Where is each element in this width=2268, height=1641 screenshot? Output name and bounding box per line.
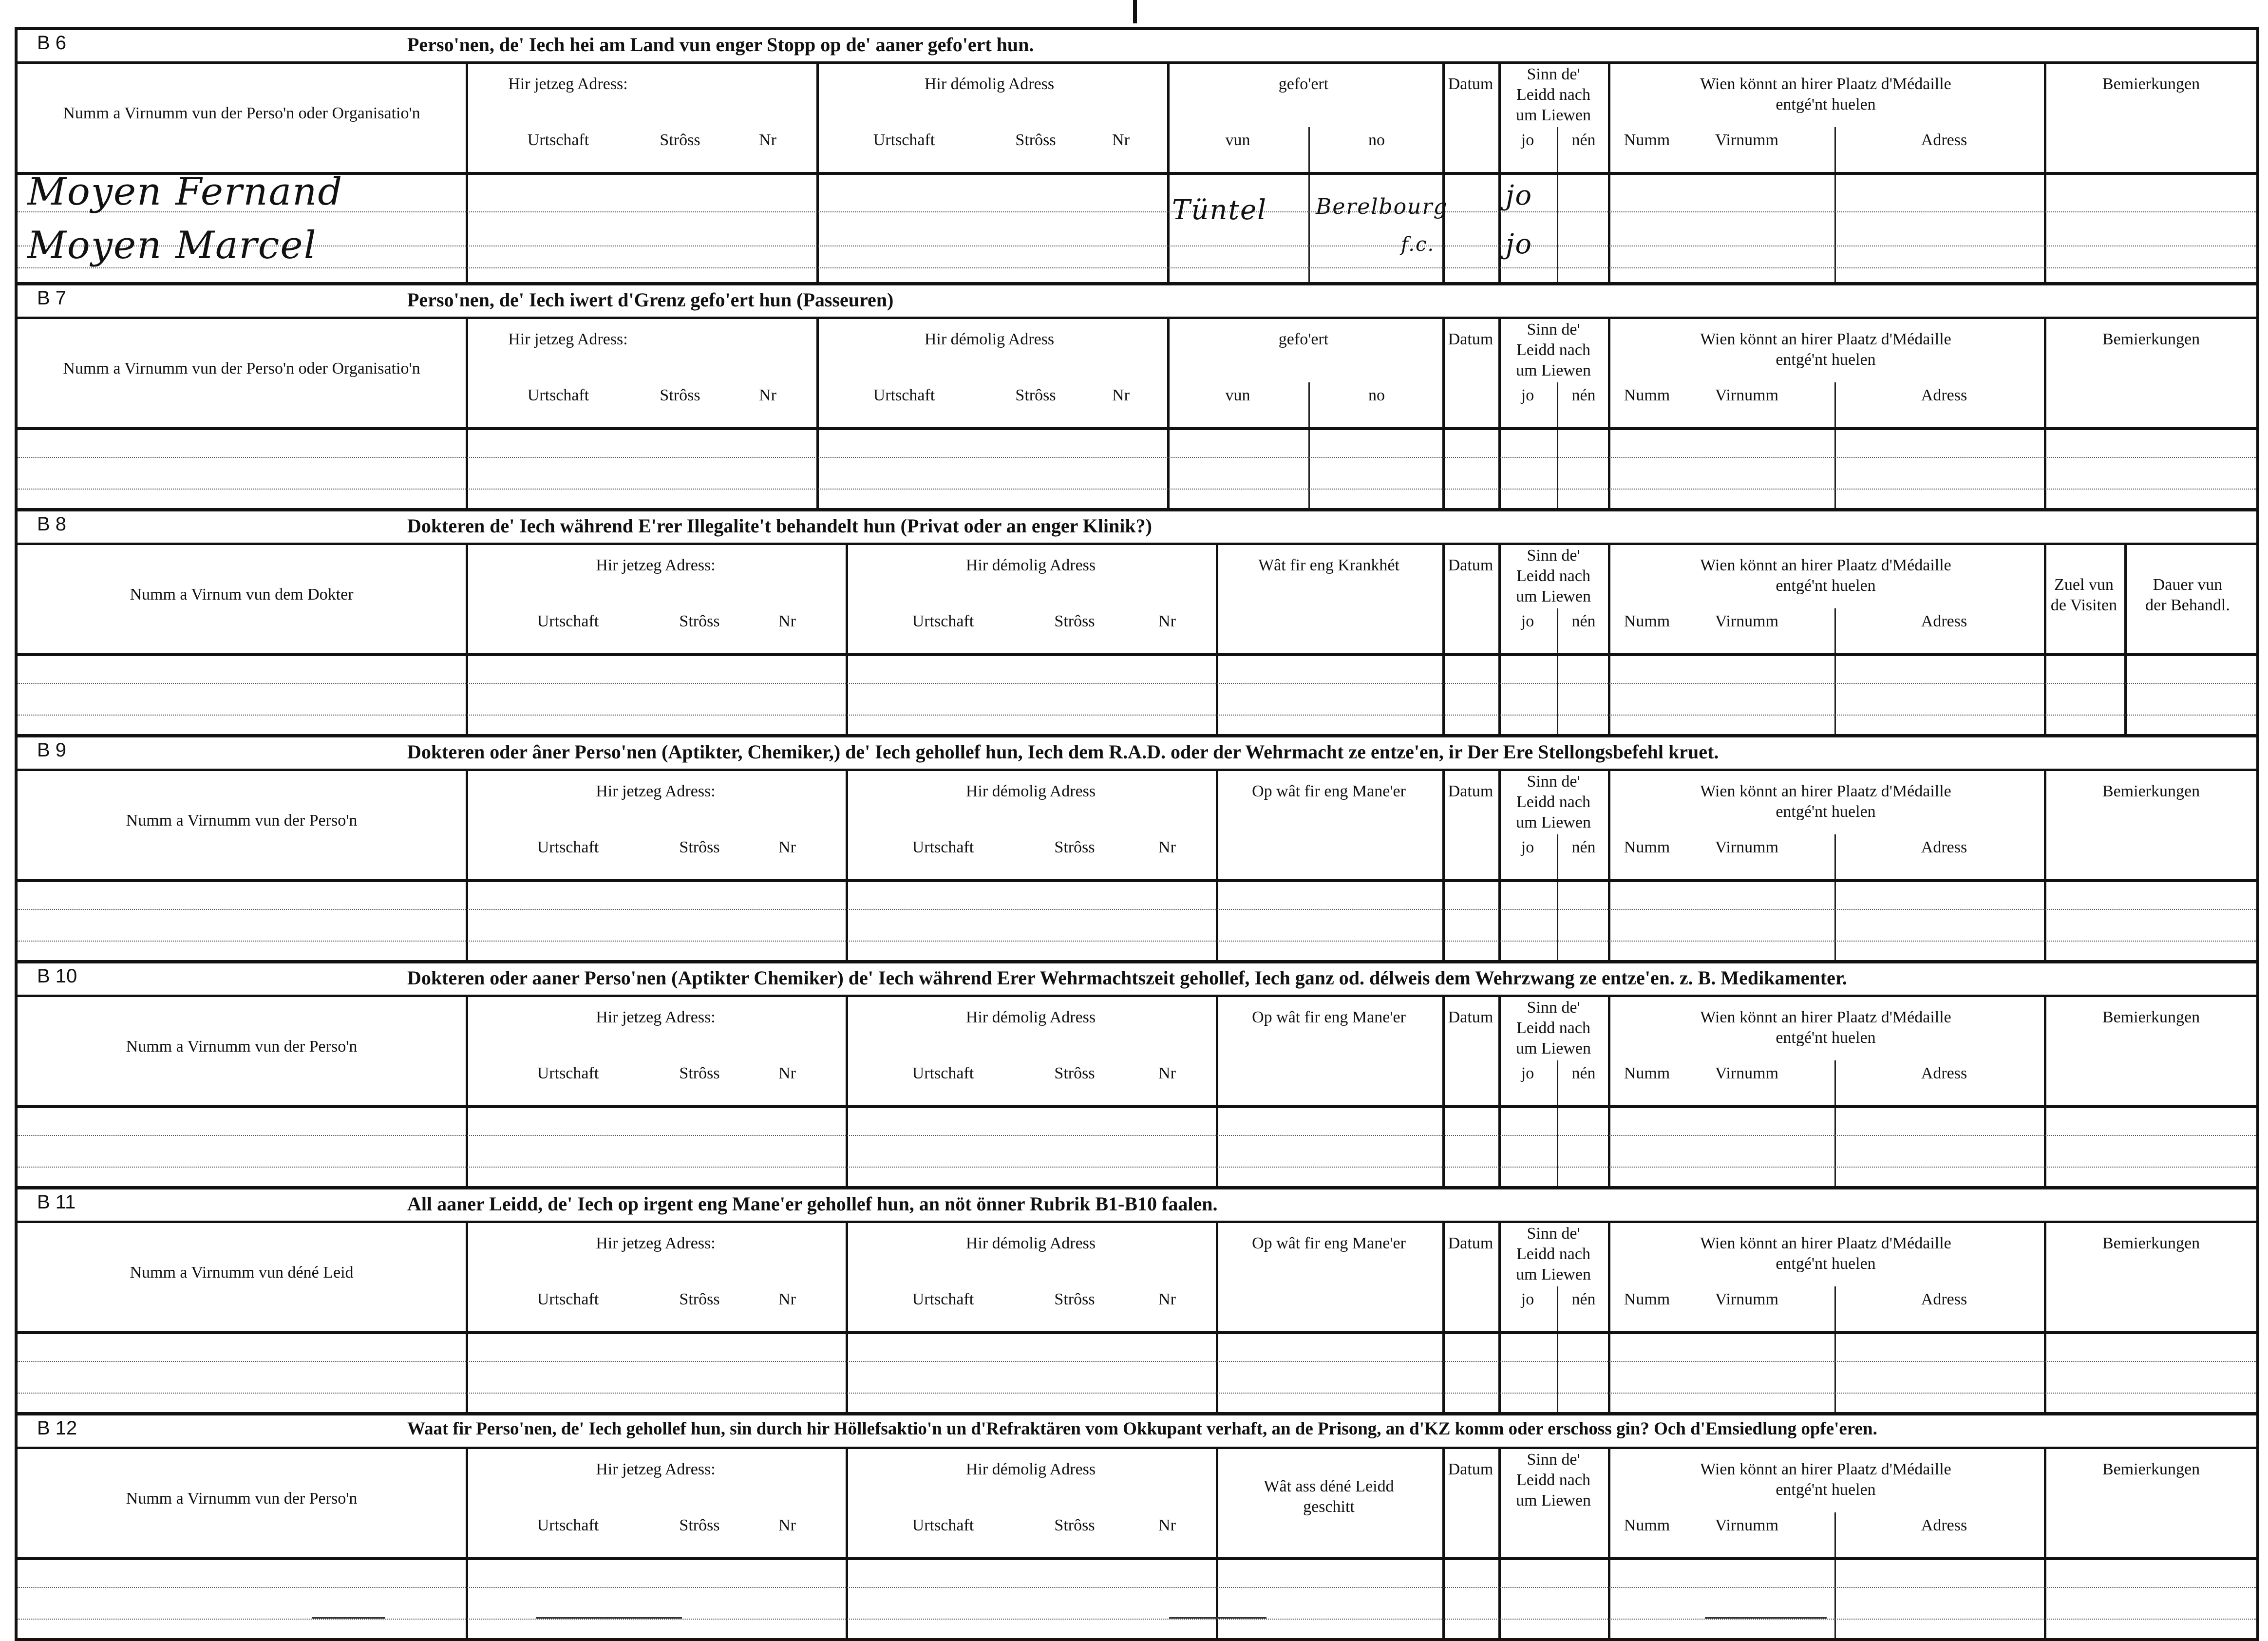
- locality-header: Urtschaft: [537, 612, 599, 630]
- date-header: Datum: [1448, 330, 1493, 348]
- medal-header-1: Wien könnt an hirer Plaatz d'Médaille: [1700, 1008, 1951, 1026]
- no-header: nén: [1571, 1064, 1596, 1082]
- locality-header: Urtschaft: [873, 131, 935, 149]
- street-header: Strôss: [660, 386, 700, 404]
- address-header: Adress: [1921, 612, 1967, 630]
- street-header: Strôss: [1054, 1516, 1095, 1534]
- no-header: nén: [1571, 1290, 1596, 1308]
- current-address-header: Hir jetzeg Adress:: [508, 75, 628, 93]
- life-risk-header-3: um Liewen: [1516, 1039, 1591, 1057]
- surname-header: Numm: [1624, 612, 1670, 630]
- remarks-header: Bemierkungen: [2102, 1008, 2200, 1026]
- life-risk-header-1: Sinn de': [1527, 773, 1580, 791]
- medal-header-1: Wien könnt an hirer Plaatz d'Médaille: [1700, 1460, 1951, 1478]
- medal-header-2: entgé'nt huelen: [1776, 351, 1876, 369]
- section-code: B 7: [37, 287, 67, 309]
- date-header: Datum: [1448, 1460, 1493, 1478]
- transported-header: gefo'ert: [1278, 75, 1329, 93]
- date-header: Datum: [1448, 1008, 1493, 1026]
- street-header: Strôss: [679, 1064, 720, 1082]
- number-header: Nr: [778, 1064, 796, 1082]
- column-header-row: [18, 1449, 2256, 1560]
- life-risk-header-1: Sinn de': [1527, 999, 1580, 1017]
- remarks-header: Bemierkungen: [2102, 75, 2200, 93]
- firstname-header: Virnumm: [1715, 131, 1779, 149]
- bottom-edge-mark: [1169, 1617, 1266, 1619]
- form-sheet: [15, 27, 2259, 1641]
- yes-header: jo: [1521, 612, 1534, 630]
- medal-header-2: entgé'nt huelen: [1776, 1255, 1876, 1273]
- street-header: Strôss: [679, 612, 720, 630]
- name-column-header: Numm a Virnumm vun der Perso'n: [126, 1490, 358, 1508]
- number-header: Nr: [1158, 838, 1176, 856]
- entry-rows: [18, 430, 2256, 508]
- date-header: Datum: [1448, 782, 1493, 800]
- life-risk-header-2: Leidd nach: [1516, 86, 1590, 104]
- section-code: B 11: [37, 1191, 76, 1213]
- date-header: Datum: [1448, 75, 1493, 93]
- medal-header-1: Wien könnt an hirer Plaatz d'Médaille: [1700, 556, 1951, 574]
- number-header: Nr: [1158, 612, 1176, 630]
- section-header: [18, 734, 2256, 771]
- life-risk-header-3: um Liewen: [1516, 1491, 1591, 1509]
- to-header: no: [1368, 131, 1385, 149]
- life-risk-header-1: Sinn de': [1527, 65, 1580, 83]
- current-address-header: Hir jetzeg Adress:: [596, 1460, 716, 1478]
- duration-header-1: Dauer vun: [2153, 576, 2223, 594]
- life-risk-header-1: Sinn de': [1527, 547, 1580, 565]
- section-b9: [15, 734, 2259, 960]
- address-header: Adress: [1921, 131, 1967, 149]
- life-risk-header-2: Leidd nach: [1516, 793, 1590, 811]
- yes-header: jo: [1521, 131, 1534, 149]
- address-header: Adress: [1921, 1064, 1967, 1082]
- to-header: no: [1368, 386, 1385, 404]
- former-address-header: Hir démolig Adress: [965, 1234, 1096, 1252]
- section-header: [18, 27, 2256, 64]
- section-header: [18, 282, 2256, 319]
- manner-header: Op wât fir eng Mane'er: [1252, 1008, 1406, 1026]
- medal-header-1: Wien könnt an hirer Plaatz d'Médaille: [1700, 782, 1951, 800]
- section-title: Perso'nen, de' Iech hei am Land vun enger Stopp op de' aaner gefo'ert hun.: [407, 34, 1034, 56]
- name-column-header: Numm a Virnumm vun der Perso'n: [126, 811, 358, 830]
- no-header: nén: [1571, 612, 1596, 630]
- yes-header: jo: [1521, 386, 1534, 404]
- entry-rows: [18, 656, 2256, 734]
- number-header: Nr: [1112, 131, 1130, 149]
- column-header-row: [18, 545, 2256, 656]
- address-header: Adress: [1921, 386, 1967, 404]
- number-header: Nr: [1112, 386, 1130, 404]
- no-header: nén: [1571, 386, 1596, 404]
- section-b12: [15, 1412, 2259, 1641]
- address-header: Adress: [1921, 1290, 1967, 1308]
- life-risk-header-1: Sinn de': [1527, 1451, 1580, 1469]
- street-header: Strôss: [1054, 1064, 1095, 1082]
- section-title: Dokteren oder aaner Perso'nen (Aptikter Chemiker) de' Iech während Erer Wehrmachtszeit gehollef, Iech ganz od. délweis dem Wehrzwang ze entze'en. z. B. Medikamenter.: [407, 967, 1847, 989]
- medal-header-2: entgé'nt huelen: [1776, 577, 1876, 595]
- bottom-edge-mark: [312, 1617, 385, 1619]
- locality-header: Urtschaft: [527, 131, 589, 149]
- surname-header: Numm: [1624, 1064, 1670, 1082]
- section-b8: [15, 508, 2259, 734]
- date-header: Datum: [1448, 556, 1493, 574]
- handwritten-from: Tüntel: [1172, 194, 1267, 226]
- locality-header: Urtschaft: [537, 838, 599, 856]
- locality-header: Urtschaft: [873, 386, 935, 404]
- column-header-row: [18, 64, 2256, 175]
- section-header: [18, 508, 2256, 545]
- life-risk-header-3: um Liewen: [1516, 361, 1591, 379]
- locality-header: Urtschaft: [537, 1516, 599, 1534]
- street-header: Strôss: [1054, 612, 1095, 630]
- bottom-edge-mark: [536, 1617, 682, 1619]
- life-risk-header-1: Sinn de': [1527, 1225, 1580, 1243]
- column-header-row: [18, 1223, 2256, 1334]
- former-address-header: Hir démolig Adress: [965, 1460, 1096, 1478]
- name-column-header: Numm a Virnumm vun der Perso'n oder Organisatio'n: [63, 104, 420, 122]
- handwritten-yes: jo: [1506, 228, 1533, 260]
- section-title: Dokteren oder âner Perso'nen (Aptikter, Chemiker,) de' Iech gehollef hun, Iech dem R.A.D. oder der Wehrmacht ze entze'en, ir Der Ere Stellongsbefehl kruet.: [407, 741, 1719, 763]
- name-column-header: Numm a Virnumm vun der Perso'n: [126, 1037, 358, 1056]
- yes-header: jo: [1521, 1064, 1534, 1082]
- medal-header-2: entgé'nt huelen: [1776, 95, 1876, 113]
- medal-header-2: entgé'nt huelen: [1776, 1481, 1876, 1499]
- section-title: Dokteren de' Iech während E'rer Illegalite't behandelt hun (Privat oder an enger Klinik?): [407, 515, 1152, 537]
- remarks-header: Bemierkungen: [2102, 1460, 2200, 1478]
- visits-header-2: de Visiten: [2050, 596, 2117, 614]
- life-risk-header-3: um Liewen: [1516, 813, 1591, 831]
- locality-header: Urtschaft: [537, 1064, 599, 1082]
- name-column-header: Numm a Virnumm vun der Perso'n oder Organisatio'n: [63, 359, 420, 377]
- current-address-header: Hir jetzeg Adress:: [596, 782, 716, 800]
- surname-header: Numm: [1624, 131, 1670, 149]
- section-code: B 6: [37, 32, 67, 54]
- life-risk-header-2: Leidd nach: [1516, 1471, 1590, 1489]
- bottom-edge-mark: [1705, 1617, 1827, 1619]
- handwritten-to: Berelbourg: [1316, 194, 1448, 219]
- yes-header: jo: [1521, 838, 1534, 856]
- life-risk-header-3: um Liewen: [1516, 1265, 1591, 1283]
- street-header: Strôss: [679, 1290, 720, 1308]
- current-address-header: Hir jetzeg Adress:: [596, 556, 716, 574]
- section-title: All aaner Leidd, de' Iech op irgent eng Mane'er gehollef hun, an nöt önner Rubrik B1-B10 faalen.: [407, 1193, 1218, 1215]
- number-header: Nr: [778, 838, 796, 856]
- number-header: Nr: [778, 1290, 796, 1308]
- section-code: B 8: [37, 513, 67, 535]
- number-header: Nr: [778, 1516, 796, 1534]
- firstname-header: Virnumm: [1715, 1516, 1779, 1534]
- surname-header: Numm: [1624, 386, 1670, 404]
- remarks-header: Bemierkungen: [2102, 330, 2200, 348]
- medal-header-1: Wien könnt an hirer Plaatz d'Médaille: [1700, 330, 1951, 348]
- street-header: Strôss: [1054, 1290, 1095, 1308]
- former-address-header: Hir démolig Adress: [965, 782, 1096, 800]
- top-edge-mark: [1133, 0, 1137, 23]
- manner-header: Op wât fir eng Mane'er: [1252, 1234, 1406, 1252]
- from-header: vun: [1225, 386, 1250, 404]
- section-header: [18, 1412, 2256, 1449]
- remarks-header: Bemierkungen: [2102, 782, 2200, 800]
- firstname-header: Virnumm: [1715, 612, 1779, 630]
- firstname-header: Virnumm: [1715, 838, 1779, 856]
- section-header: [18, 1186, 2256, 1223]
- number-header: Nr: [1158, 1516, 1176, 1534]
- handwritten-name: Moyen Fernand: [27, 170, 343, 214]
- surname-header: Numm: [1624, 1516, 1670, 1534]
- firstname-header: Virnumm: [1715, 1290, 1779, 1308]
- what-happened-header-2: geschitt: [1303, 1498, 1355, 1516]
- current-address-header: Hir jetzeg Adress:: [508, 330, 628, 348]
- name-column-header: Numm a Virnum vun dem Dokter: [130, 585, 354, 604]
- street-header: Strôss: [660, 131, 700, 149]
- section-title: Perso'nen, de' Iech iwert d'Grenz gefo'ert hun (Passeuren): [407, 289, 894, 311]
- yes-header: jo: [1521, 1290, 1534, 1308]
- street-header: Strôss: [1015, 386, 1056, 404]
- current-address-header: Hir jetzeg Adress:: [596, 1234, 716, 1252]
- name-column-header: Numm a Virnumm vun déné Leid: [130, 1264, 354, 1282]
- firstname-header: Virnumm: [1715, 386, 1779, 404]
- former-address-header: Hir démolig Adress: [965, 1008, 1096, 1026]
- handwritten-name: Moyen Marcel: [27, 224, 317, 267]
- remarks-header: Bemierkungen: [2102, 1234, 2200, 1252]
- column-header-row: [18, 319, 2256, 430]
- street-header: Strôss: [1054, 838, 1095, 856]
- section-header: [18, 960, 2256, 997]
- locality-header: Urtschaft: [912, 1064, 974, 1082]
- medal-header-2: entgé'nt huelen: [1776, 803, 1876, 821]
- street-header: Strôss: [679, 838, 720, 856]
- column-header-row: [18, 771, 2256, 882]
- entry-rows: [18, 1108, 2256, 1186]
- what-happened-header-1: Wât ass déné Leidd: [1264, 1477, 1394, 1495]
- life-risk-header-1: Sinn de': [1527, 321, 1580, 339]
- duration-header-2: der Behandl.: [2145, 596, 2230, 614]
- life-risk-header-2: Leidd nach: [1516, 341, 1590, 359]
- column-header-row: [18, 997, 2256, 1108]
- surname-header: Numm: [1624, 838, 1670, 856]
- transported-header: gefo'ert: [1278, 330, 1329, 348]
- life-risk-header-3: um Liewen: [1516, 587, 1591, 605]
- visits-header-1: Zuel vun: [2054, 576, 2114, 594]
- section-b11: [15, 1186, 2259, 1412]
- section-b10: [15, 960, 2259, 1186]
- former-address-header: Hir démolig Adress: [924, 75, 1055, 93]
- section-b7: [15, 282, 2259, 508]
- locality-header: Urtschaft: [537, 1290, 599, 1308]
- locality-header: Urtschaft: [912, 838, 974, 856]
- illness-header: Wât fir eng Krankhét: [1258, 556, 1399, 574]
- current-address-header: Hir jetzeg Adress:: [596, 1008, 716, 1026]
- section-code: B 9: [37, 739, 67, 761]
- address-header: Adress: [1921, 1516, 1967, 1534]
- number-header: Nr: [1158, 1064, 1176, 1082]
- medal-header-2: entgé'nt huelen: [1776, 1029, 1876, 1047]
- street-header: Strôss: [679, 1516, 720, 1534]
- locality-header: Urtschaft: [527, 386, 589, 404]
- medal-header-1: Wien könnt an hirer Plaatz d'Médaille: [1700, 1234, 1951, 1252]
- life-risk-header-2: Leidd nach: [1516, 1019, 1590, 1037]
- entry-rows: [18, 882, 2256, 960]
- street-header: Strôss: [1015, 131, 1056, 149]
- entry-rows: [18, 1334, 2256, 1412]
- handwritten-to-suffix: f.c.: [1401, 233, 1435, 256]
- manner-header: Op wât fir eng Mane'er: [1252, 782, 1406, 800]
- firstname-header: Virnumm: [1715, 1064, 1779, 1082]
- section-b6: [15, 27, 2259, 282]
- life-risk-header-2: Leidd nach: [1516, 567, 1590, 585]
- number-header: Nr: [1158, 1290, 1176, 1308]
- life-risk-header-3: um Liewen: [1516, 106, 1591, 124]
- locality-header: Urtschaft: [912, 612, 974, 630]
- no-header: nén: [1571, 131, 1596, 149]
- entry-rows: [18, 170, 2256, 282]
- locality-header: Urtschaft: [912, 1516, 974, 1534]
- medal-header-1: Wien könnt an hirer Plaatz d'Médaille: [1700, 75, 1951, 93]
- section-code: B 12: [37, 1417, 77, 1439]
- number-header: Nr: [778, 612, 796, 630]
- entry-rows: [18, 1560, 2256, 1638]
- date-header: Datum: [1448, 1234, 1493, 1252]
- life-risk-header-2: Leidd nach: [1516, 1245, 1590, 1263]
- address-header: Adress: [1921, 838, 1967, 856]
- former-address-header: Hir démolig Adress: [924, 330, 1055, 348]
- section-code: B 10: [37, 965, 77, 987]
- section-title: Waat fir Perso'nen, de' Iech gehollef hun, sin durch hir Höllefsaktio'n un d'Refraktären vom Okkupant verhaft, an de Prisong, an d'KZ komm oder erschoss gin? Och d'Emsiedlung opfe'eren.: [407, 1419, 1877, 1439]
- handwritten-yes: jo: [1506, 180, 1533, 211]
- number-header: Nr: [759, 131, 776, 149]
- former-address-header: Hir démolig Adress: [965, 556, 1096, 574]
- surname-header: Numm: [1624, 1290, 1670, 1308]
- no-header: nén: [1571, 838, 1596, 856]
- number-header: Nr: [759, 386, 776, 404]
- from-header: vun: [1225, 131, 1250, 149]
- locality-header: Urtschaft: [912, 1290, 974, 1308]
